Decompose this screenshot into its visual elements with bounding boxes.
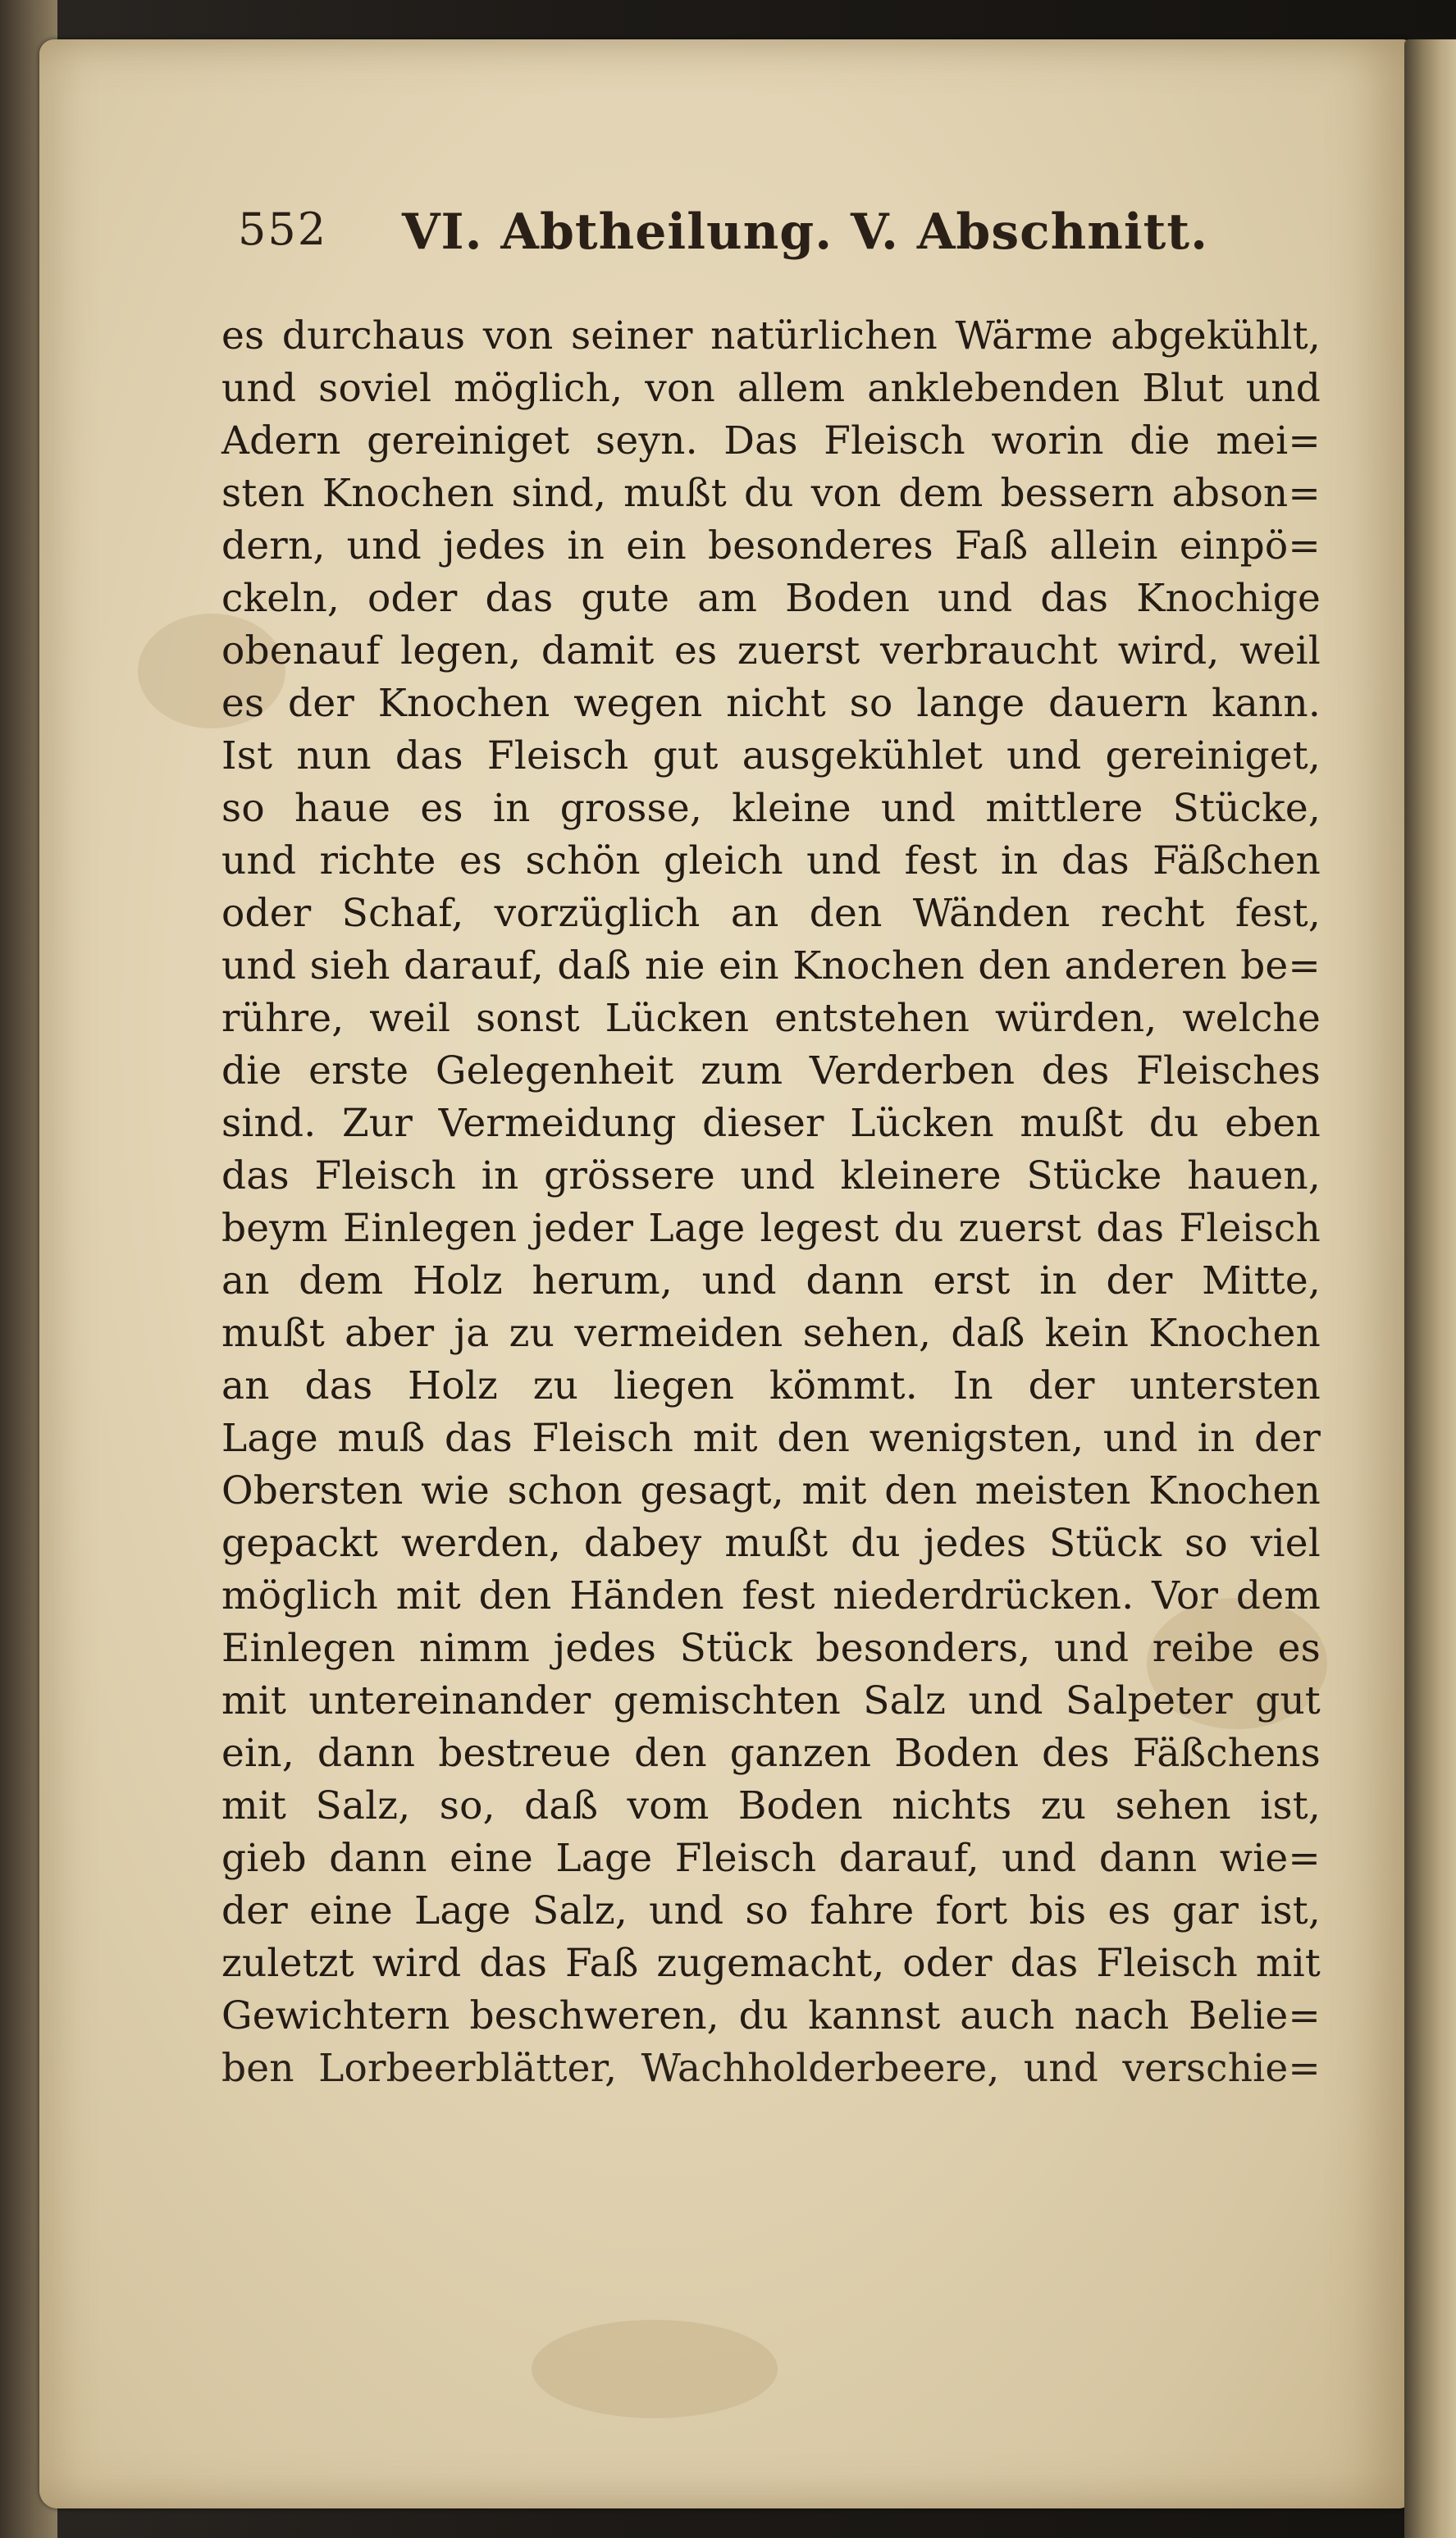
text-line: mit untereinander gemischten Salz und Salpeter gut: [221, 1678, 1321, 1723]
text-line: Gewichtern beschweren, du kannst auch nach Belie=: [221, 1993, 1321, 2038]
next-page-edge: [1404, 39, 1456, 2538]
text-line: es durchaus von seiner natürlichen Wärme abgekühlt,: [221, 313, 1321, 358]
text-line: der eine Lage Salz, und so fahre fort bis es gar ist,: [221, 1888, 1321, 1933]
text-line: beym Einlegen jeder Lage legest du zuerst das Fleisch: [221, 1206, 1321, 1251]
text-line: Ist nun das Fleisch gut ausgekühlet und gereiniget,: [221, 733, 1321, 778]
text-line: ein, dann bestreue den ganzen Boden des Fäßchens: [221, 1731, 1321, 1776]
text-line: sind. Zur Vermeidung dieser Lücken mußt du eben: [221, 1101, 1321, 1146]
text-line: gepackt werden, dabey mußt du jedes Stück so viel: [221, 1521, 1321, 1566]
text-line: an dem Holz herum, und dann erst in der Mitte,: [221, 1258, 1321, 1303]
text-line: Obersten wie schon gesagt, mit den meisten Knochen: [221, 1468, 1321, 1513]
text-line: obenauf legen, damit es zuerst verbraucht wird, weil: [221, 628, 1321, 673]
text-line: Einlegen nimm jedes Stück besonders, und reibe es: [221, 1626, 1321, 1671]
running-title: VI. Abtheilung. V. Abschnitt.: [402, 203, 1208, 261]
text-line: rühre, weil sonst Lücken entstehen würden, welche: [221, 996, 1321, 1041]
text-line: oder Schaf, vorzüglich an den Wänden recht fest,: [221, 891, 1321, 936]
body-text: [221, 310, 1321, 2095]
text-line: so haue es in grosse, kleine und mittlere Stücke,: [221, 786, 1321, 831]
text-line: möglich mit den Händen fest niederdrücken. Vor dem: [221, 1573, 1321, 1618]
text-line: mit Salz, so, daß vom Boden nichts zu sehen ist,: [221, 1783, 1321, 1828]
text-line: Lage muß das Fleisch mit den wenigsten, und in der: [221, 1416, 1321, 1461]
text-line: es der Knochen wegen nicht so lange dauern kann.: [221, 681, 1321, 726]
text-line: mußt aber ja zu vermeiden sehen, daß kein Knochen: [221, 1311, 1321, 1356]
text-line: zuletzt wird das Faß zugemacht, oder das Fleisch mit: [221, 1941, 1321, 1986]
text-line: gieb dann eine Lage Fleisch darauf, und dann wie=: [221, 1836, 1321, 1881]
text-line: die erste Gelegenheit zum Verderben des Fleisches: [221, 1048, 1321, 1093]
page-number: 552: [238, 203, 328, 255]
text-line: ben Lorbeerblätter, Wachholderbeere, und verschie=: [221, 2046, 1321, 2091]
text-line: sten Knochen sind, mußt du von dem bessern abson=: [221, 471, 1321, 516]
paper-stain: [532, 2320, 778, 2418]
page-header: [238, 203, 1208, 285]
text-line: und sieh darauf, daß nie ein Knochen den anderen be=: [221, 943, 1321, 988]
text-line: Adern gereiniget seyn. Das Fleisch worin die mei=: [221, 418, 1321, 463]
text-line: dern, und jedes in ein besonderes Faß allein einpö=: [221, 523, 1321, 568]
text-line: und richte es schön gleich und fest in das Fäßchen: [221, 838, 1321, 883]
text-line: das Fleisch in grössere und kleinere Stücke hauen,: [221, 1153, 1321, 1198]
text-line: an das Holz zu liegen kömmt. In der untersten: [221, 1363, 1321, 1408]
text-line: und soviel möglich, von allem anklebenden Blut und: [221, 366, 1321, 411]
text-line: ckeln, oder das gute am Boden und das Knochige: [221, 576, 1321, 621]
